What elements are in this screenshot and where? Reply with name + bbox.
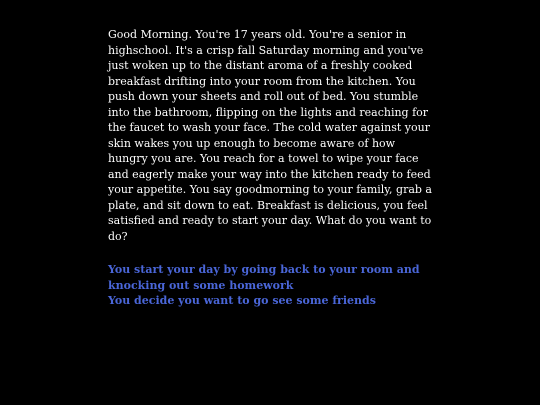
choice-homework-link[interactable]: You start your day by going back to your room and knocking out some homework — [108, 263, 420, 292]
story-passage: Good Morning. You're 17 years old. You're a senior in highschool. It's a crisp fall Saturday morning and you've just woken up to the distant aroma of a freshly cooked breakfast drifting into your room from the kitchen. You push down your sheets and roll out of bed. You stumble into the bathroom, flipping on the lights and reaching for the faucet to wash your face. The cold water against your skin wakes you up enough to become aware of how hungry you are. You reach for a towel to wipe your face and eagerly make your way into the kitchen ready to feed your appetite. You say goodmorning to your family, grab a plate, and sit down to eat. Breakfast is delicious, you feel satisfied and ready to start your day. What do you want to do? — [108, 28, 432, 243]
choice-friends-link[interactable]: You decide you want to go see some friends — [108, 294, 376, 307]
choice-list — [108, 262, 433, 309]
story-container — [108, 27, 433, 309]
